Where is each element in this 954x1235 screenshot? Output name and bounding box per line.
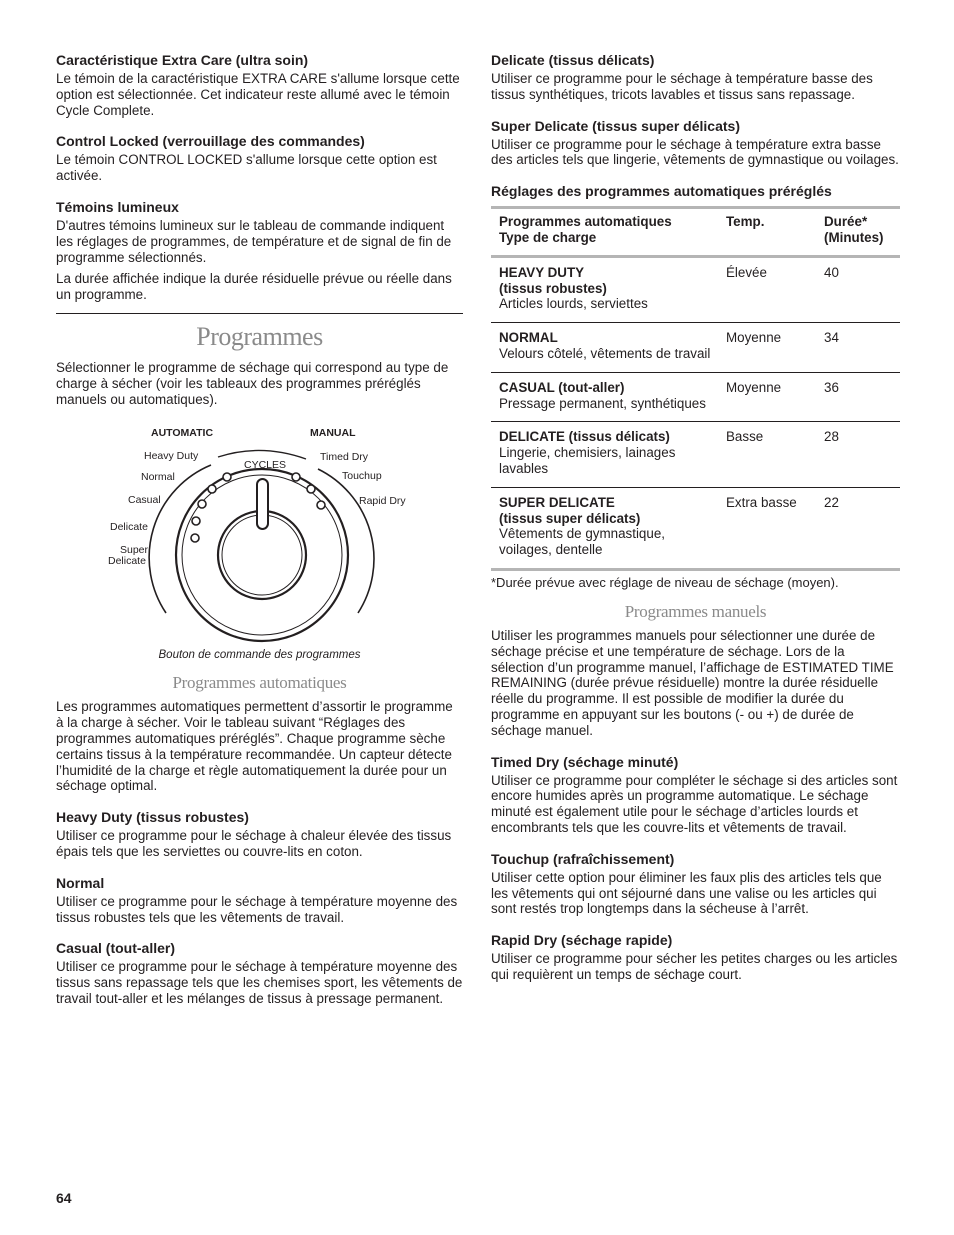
normal-section — [56, 875, 463, 926]
header-text: Programmes automatiques — [499, 214, 672, 230]
temp-cell: Moyenne — [726, 330, 782, 346]
programmes-title: Programmes — [196, 321, 323, 351]
programme-name: NORMAL — [499, 330, 558, 346]
header-text: Durée* — [824, 214, 868, 230]
programme-cell — [491, 256, 718, 322]
dial-caption: Bouton de commande des programmes — [158, 649, 361, 662]
section-heading: Delicate (tissus délicats) — [491, 52, 655, 68]
section-text: Utiliser cette option pour éliminer les faux plis des articles tels que les vêtements qui ont séjourné dans une valise ou les articles qui sont restés trop longtemps dans la sécheuse à l’arrêt. — [491, 869, 882, 917]
section-heading: Rapid Dry (séchage rapide) — [491, 932, 673, 949]
section-text: Utiliser ce programme pour le séchage à température basse des tissus synthétiques, tricots lavables et tissus sans repassage. — [491, 71, 873, 102]
section-text: Utiliser ce programme pour le séchage à chaleur élevée des tissus épais tels que les serviettes ou couvre-lits en coton. — [56, 828, 452, 859]
duree-cell: 34 — [824, 330, 839, 346]
cycle-dial-figure — [56, 413, 463, 649]
section-text: Utiliser ce programme pour le séchage à température moyenne des tissus sans repassage tels que les chemises sport, les vêtements de travail tout-aller et les mélanges de tissus à pressage permanent. — [56, 959, 463, 1006]
table-row — [491, 256, 900, 322]
control-locked-section — [56, 133, 463, 184]
divider — [56, 313, 463, 314]
table-row — [491, 372, 900, 422]
temp-cell: Moyenne — [726, 379, 782, 395]
duree-cell: 40 — [824, 264, 839, 280]
column-header-programme — [491, 208, 718, 257]
dial-normal-label: Normal — [141, 471, 175, 484]
programme-name: DELICATE (tissus délicats) — [499, 429, 670, 445]
section-heading: Heavy Duty (tissus robustes) — [56, 809, 249, 826]
auto-intro: Les programmes automatiques permettent d’assortir le programme à la charge à sécher. Voir le tableau suivant “Réglages des programmes automatiques préréglés”. Chaque programme sèche certains tissus à la température recommandée. Un capteur détecte l’humidité de la charge et règle automatiquement la durée pour un séchage optimal. — [56, 699, 453, 794]
duree-cell: 36 — [824, 379, 839, 395]
programme-name: HEAVY DUTY — [499, 264, 585, 280]
column-header-temp: Temp. — [726, 214, 765, 230]
dial-timed-dry-label: Timed Dry — [320, 451, 369, 464]
programmes-manuels-title: Programmes manuels — [624, 601, 767, 621]
programme-cell — [491, 422, 718, 487]
header-text: Type de charge — [499, 229, 597, 245]
charge-type: Vêtements de gymnastique, voilages, dentelle — [499, 526, 665, 558]
manual-intro: Utiliser les programmes manuels pour sélectionner une durée de séchage précise et une température de séchage. Lors de la sélection d’un programme manuel, l’affichage de ESTIMATED TIME REMAINING (durée prévue résiduelle) montre la durée résiduelle réelle du programme. Il est possible de modifier la durée du programme en appuyant sur les boutons (- ou +) de durée de séchage manuel. — [491, 627, 894, 738]
column-header-duree — [816, 208, 900, 257]
auto-programmes-table — [491, 206, 900, 571]
dial-rapid-dry-label: Rapid Dry — [359, 495, 406, 508]
cycle-dial-illustration — [56, 413, 463, 649]
section-text: D'autres témoins lumineux sur le tableau de commande indiquent les réglages de programmes, de température et de signal de fin de programme sélectionnés. — [56, 217, 452, 265]
temoins-section — [56, 199, 463, 303]
super-delicate-section — [491, 118, 900, 169]
right-column — [491, 52, 900, 998]
programme-cell — [491, 323, 718, 373]
charge-type: Lingerie, chemisiers, lainages lavables — [499, 445, 676, 476]
duree-cell: 28 — [824, 429, 839, 445]
dial-touchup-label: Touchup — [342, 470, 382, 483]
temp-cell: Basse — [726, 429, 764, 445]
programme-name: CASUAL (tout-aller) — [499, 379, 625, 395]
section-text: Le témoin CONTROL LOCKED s'allume lorsque cette option est activée. — [56, 152, 437, 184]
table-footnote: *Durée prévue avec réglage de niveau de séchage (moyen). — [491, 574, 839, 590]
section-heading: Control Locked (verrouillage des commandes) — [56, 133, 365, 150]
section-heading: Super Delicate (tissus super délicats) — [491, 117, 740, 134]
table-row — [491, 323, 900, 373]
section-heading: Casual (tout-aller) — [56, 940, 176, 957]
section-heading: Témoins lumineux — [56, 198, 179, 215]
charge-type: Velours côtelé, vêtements de travail — [499, 345, 711, 361]
programme-name-sub: (tissus super délicats) — [499, 510, 641, 526]
programmes-intro: Sélectionner le programme de séchage qui correspond au type de charge à sécher (voir les tableaux des programmes préréglés manuels ou automatiques). — [56, 359, 449, 407]
charge-type: Pressage permanent, synthétiques — [499, 395, 706, 411]
heavy-duty-section — [56, 809, 463, 860]
automatic-label: AUTOMATIC — [151, 427, 214, 440]
section-text: Utiliser ce programme pour sécher les petites charges ou les articles qui requièrent un temps de séchage court. — [491, 951, 898, 982]
programmes-automatiques-title: Programmes automatiques — [172, 673, 347, 693]
charge-type: Articles lourds, serviettes — [499, 296, 648, 312]
programme-cell — [491, 487, 718, 569]
section-text: Utiliser ce programme pour le séchage à température moyenne des tissus robustes tels que les vêtements de travail. — [56, 893, 458, 925]
cycles-label: CYCLES — [244, 459, 287, 472]
dial-casual-label: Casual — [128, 494, 161, 507]
timed-dry-section — [491, 754, 900, 836]
touchup-section — [491, 851, 900, 917]
section-heading: Timed Dry (séchage minuté) — [491, 753, 679, 770]
header-text: (Minutes) — [824, 229, 884, 245]
section-heading: Touchup (rafraîchissement) — [491, 850, 675, 867]
dial-super-delicate-label: Delicate — [108, 555, 146, 568]
dial-super-label: Super — [120, 544, 149, 557]
section-text: La durée affichée indique la durée résiduelle prévue ou réelle dans un programme. — [56, 271, 452, 303]
section-text: Utiliser ce programme pour compléter le séchage si des articles sont encore humides après un programme automatique. Le séchage minuté est également utile pour le séchage d’articles lourds et encombrants tels que les couvre-lits et vêtements de travail. — [491, 772, 898, 835]
left-column — [56, 52, 463, 1022]
delicate-section — [491, 52, 900, 103]
dial-delicate-label: Delicate — [110, 521, 148, 534]
page-number: 64 — [56, 1190, 72, 1206]
manual-label: MANUAL — [310, 427, 356, 440]
section-heading: Caractéristique Extra Care (ultra soin) — [56, 52, 309, 68]
table-row — [491, 422, 900, 487]
dial-heavy-duty-label: Heavy Duty — [144, 450, 199, 463]
table-title: Réglages des programmes automatiques préréglés — [491, 183, 832, 200]
programme-cell — [491, 372, 718, 422]
extra-care-section — [56, 52, 463, 118]
temp-cell: Extra basse — [726, 494, 797, 510]
duree-cell: 22 — [824, 494, 839, 510]
section-text: Le témoin de la caractéristique EXTRA CARE s'allume lorsque cette option est sélectionnée. Cet indicateur reste allumé avec le témoin Cycle Complete. — [56, 71, 460, 118]
programme-name: SUPER DELICATE — [499, 494, 615, 510]
temp-cell: Élevée — [726, 264, 767, 280]
table-row — [491, 487, 900, 569]
section-heading: Normal — [56, 874, 105, 891]
programme-name-sub: (tissus robustes) — [499, 280, 607, 296]
rapid-dry-section — [491, 932, 900, 983]
table-header-row — [491, 208, 900, 257]
section-text: Utiliser ce programme pour le séchage à température extra basse des articles tels que lingerie, vêtements de gymnastique ou voilages. — [491, 136, 899, 168]
casual-section — [56, 940, 463, 1006]
